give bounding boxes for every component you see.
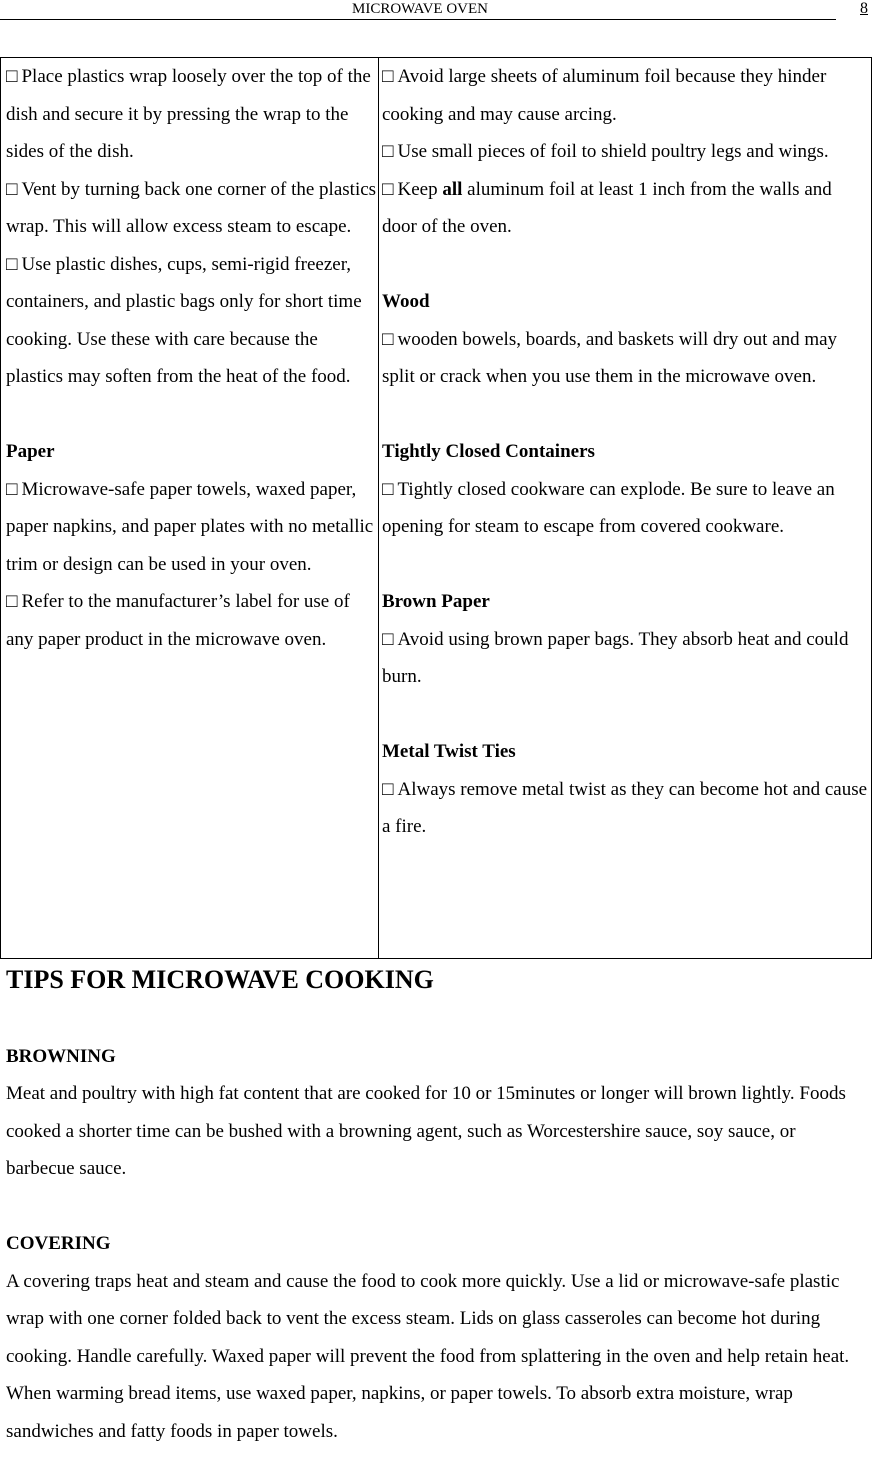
foil-item: □ Use small pieces of foil to shield poultry legs and wings. <box>382 133 870 171</box>
paper-item: □ Microwave-safe paper towels, waxed paper, paper napkins, and paper plates with no metallic trim or design can be used in your oven. <box>6 471 378 584</box>
brown-paper-item: □ Avoid using brown paper bags. They absorb heat and could burn. <box>382 621 870 696</box>
browning-text: Meat and poultry with high fat content that are cooked for 10 or 15minutes or longer will brown lightly. Foods cooked a shorter time can be bushed with a browning agent, such as Worcestershire sauce, soy sauce, or barbecue sauce. <box>6 1083 846 1179</box>
plastics-item: □ Vent by turning back one corner of the plastics wrap. This will allow excess steam to escape. <box>6 171 378 246</box>
twist-ties-heading: Metal Twist Ties <box>382 741 516 762</box>
closed-containers-heading: Tightly Closed Containers <box>382 441 595 462</box>
tips-section <box>6 960 866 1450</box>
closed-containers-item: □ Tightly closed cookware can explode. Be sure to leave an opening for steam to escape from covered cookware. <box>382 471 870 546</box>
plastics-item: □ Place plastics wrap loosely over the top of the dish and secure it by pressing the wrap to the sides of the dish. <box>6 58 378 171</box>
foil-item: □ Avoid large sheets of aluminum foil because they hinder cooking and may cause arcing. <box>382 58 870 133</box>
header-title: MICROWAVE OVEN <box>352 1 488 17</box>
plastics-item: □ Use plastic dishes, cups, semi-rigid freezer, containers, and plastic bags only for short time cooking. Use these with care because the plastics may soften from the heat of the food. <box>6 246 378 396</box>
wood-item: □ wooden bowels, boards, and baskets will dry out and may split or crack when you use them in the microwave oven. <box>382 321 870 396</box>
page-header <box>0 0 872 20</box>
foil-keep-item: □ Keep all aluminum foil at least 1 inch from the walls and door of the oven. <box>382 171 870 246</box>
right-column <box>382 58 870 846</box>
wood-heading: Wood <box>382 291 430 312</box>
column-divider <box>378 58 379 958</box>
paper-item: □ Refer to the manufacturer’s label for use of any paper product in the microwave oven. <box>6 583 378 658</box>
covering-heading: COVERING <box>6 1233 111 1254</box>
covering-text: A covering traps heat and steam and cause the food to cook more quickly. Use a lid or microwave-safe plastic wrap with one corner folded back to vent the excess steam. Lids on glass casseroles can become hot during cooking. Handle carefully. Waxed paper will prevent the food from splattering in the oven and help retain heat. When warming bread items, use waxed paper, napkins, or paper towels. To absorb extra moisture, wrap sandwiches and fatty foods in paper towels. <box>6 1270 850 1442</box>
browning-heading: BROWNING <box>6 1045 116 1067</box>
paper-heading: Paper <box>6 441 55 462</box>
header-rule <box>0 19 836 20</box>
left-column <box>6 58 378 658</box>
page-number: 8 <box>860 0 868 17</box>
tips-title: TIPS FOR MICROWAVE COOKING <box>6 965 434 994</box>
twist-ties-item: □ Always remove metal twist as they can become hot and cause a fire. <box>382 771 870 846</box>
materials-table <box>0 57 872 959</box>
brown-paper-heading: Brown Paper <box>382 591 490 612</box>
